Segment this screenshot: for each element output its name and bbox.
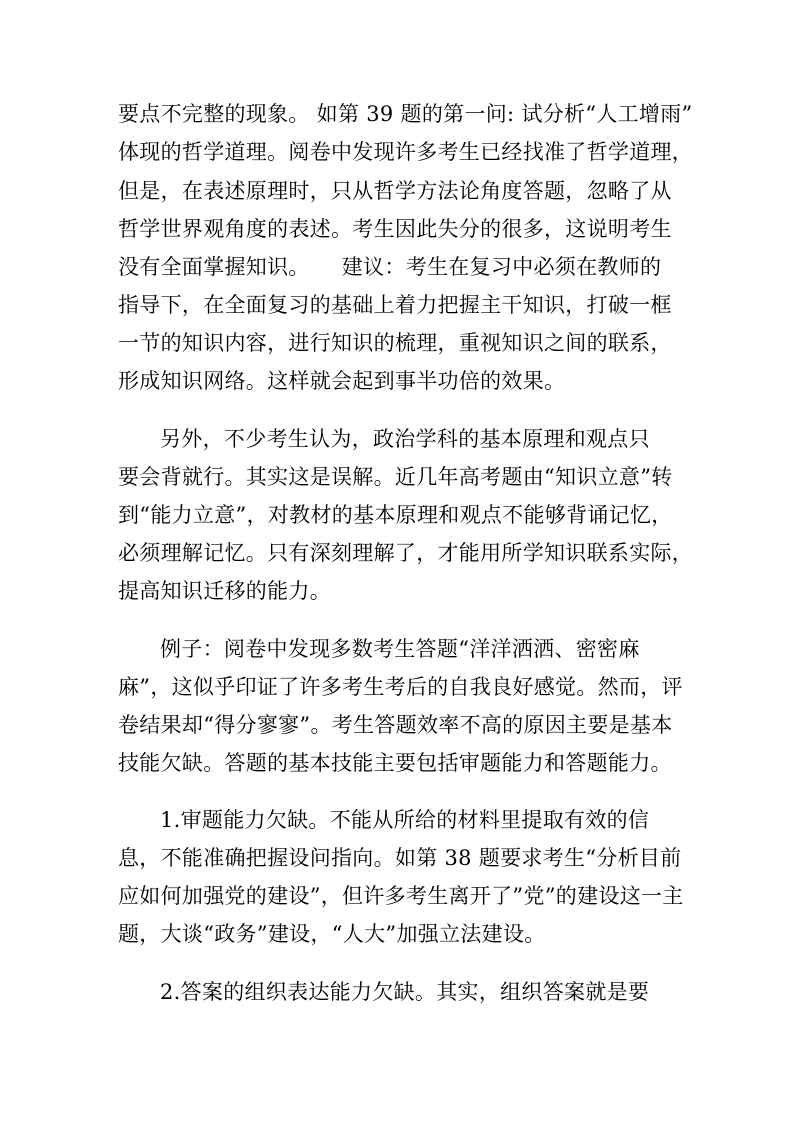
- paragraph-first-line: 例子：阅卷中发现多数考生答题“洋洋洒洒、密密麻: [160, 637, 640, 661]
- paragraph-first-line: 2.答案的组织表达能力欠缺。其实，组织答案就是要: [160, 980, 650, 1004]
- text-line: 应如何加强党的建设”，但许多考生离开了”党”的建设这一主: [118, 884, 684, 908]
- text-line: 没有全面掌握知识。 建议：考生在复习中必须在教师的: [118, 255, 662, 279]
- text-line: 到“能力立意”，对教材的基本原理和观点不能够背诵记忆，: [118, 503, 673, 527]
- paragraph-first-line: 1.审题能力欠缺。不能从所给的材料里提取有效的信: [160, 808, 650, 832]
- text-line: 指导下，在全面复习的基础上着力把握主干知识，打破一框: [118, 293, 672, 317]
- text-line: 但是，在表述原理时，只从哲学方法论角度答题，忽略了从: [118, 179, 672, 203]
- text-line: 技能欠缺。答题的基本技能主要包括审题能力和答题能力。: [118, 751, 672, 775]
- text-line: 体现的哲学道理。阅卷中发现许多考生已经找准了哲学道理，: [118, 140, 694, 164]
- text-line: 提高知识迁移的能力。: [118, 579, 331, 603]
- text-line: 一节的知识内容，进行知识的梳理，重视知识之间的联系，: [118, 331, 672, 355]
- text-line: 哲学世界观角度的表述。考生因此失分的很多，这说明考生: [118, 217, 672, 241]
- text-line: 要点不完整的现象。 如第 39 题的第一问: 试分析“人工增雨”: [118, 102, 693, 126]
- text-line: 形成知识网络。这样就会起到事半功倍的效果。: [118, 369, 566, 393]
- text-line: 息，不能准确把握设问指向。如第 38 题要求考生“分析目前: [118, 846, 682, 870]
- paragraph-first-line: 另外，不少考生认为，政治学科的基本原理和观点只: [160, 427, 650, 451]
- text-line: 必须理解记忆。只有深刻理解了，才能用所学知识联系实际，: [118, 541, 694, 565]
- text-line: 题，大谈“政务”建设，“人大”加强立法建设。: [118, 922, 546, 946]
- text-line: 麻”，这似乎印证了许多考生考后的自我良好感觉。然而，评: [118, 675, 683, 699]
- text-line: 要会背就行。其实这是误解。近几年高考题由“知识立意”转: [118, 465, 673, 489]
- text-line: 卷结果却“得分寥寥”。考生答题效率不高的原因主要是基本: [118, 713, 673, 737]
